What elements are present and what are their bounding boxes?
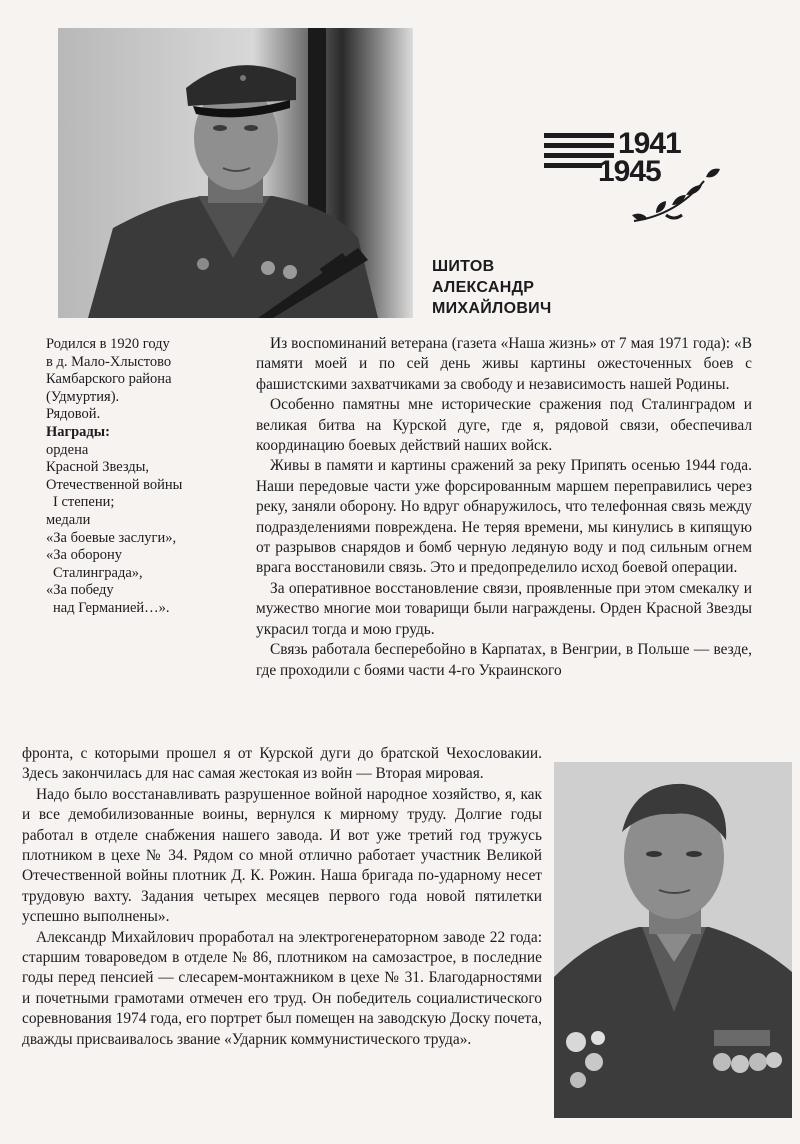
bio-line: Родился в 1920 году — [46, 336, 170, 352]
award-line: медали — [46, 511, 91, 528]
paragraph: Особенно памятны мне исторические сражения под Сталинградом и великая битва на Курской дуге, где я, рядовой связи, обеспечивал координацию боевых действий наших войск. — [256, 396, 752, 455]
award-line: Сталинграда», — [53, 564, 143, 581]
emblem-stripe — [544, 143, 614, 148]
awards-heading: Награды: — [46, 423, 110, 440]
memoir-text — [256, 334, 752, 681]
emblem-stripe — [544, 163, 602, 168]
emblem-year-end: 1945 — [598, 155, 661, 188]
name-first: АЛЕКСАНДР — [432, 279, 535, 296]
award-line: «За оборону — [46, 547, 122, 564]
name-surname: ШИТОВ — [432, 258, 495, 275]
paragraph: фронта, с которыми прошел я от Курской дуги до братской Чехословакии. Здесь закончилась для нас самая жестокая из войн — Вторая мировая. — [22, 745, 542, 783]
paragraph: За оперативное восстановление связи, проявленные при этом смекалку и мужество многие мои товарищи были награждены. Орден Красной Звезды украсил тогда и мою грудь. — [256, 579, 752, 638]
paragraph: Александр Михайлович проработал на электрогенераторном заводе 22 года: старшим товароведом в отделе № 86, плотником на самозастрое, в последние годы перед пенсией — слесарем-монтажником в цехе № 31. Благодарностями и почетными грамотами отмечен его труд. Он победитель социалистического соревнования 1974 года, его портрет был помещен на заводскую Доску почета, дважды присваивалось звание «Ударник коммунистического труда». — [22, 928, 542, 1048]
biography-text — [22, 744, 542, 1050]
award-line: ордена — [46, 441, 89, 458]
award-line: Отечественной войны — [46, 476, 183, 493]
person-name — [432, 256, 552, 319]
bio-line: в д. Мало-Хлыстово — [46, 353, 172, 370]
award-line: «За боевые заслуги», — [46, 529, 177, 546]
award-line: Красной Звезды, — [46, 459, 150, 476]
award-line: над Германией…». — [53, 599, 170, 616]
paragraph: Связь работала бесперебойно в Карпатах, в Венгрии, в Польше — везде, где проходили с боями части 4-го Украинского — [256, 641, 752, 679]
award-line: I степени; — [53, 494, 115, 511]
emblem-year-start: 1941 — [618, 127, 681, 160]
bio-sidebar — [46, 336, 246, 618]
portrait-young-soldier-drawing — [58, 28, 413, 318]
paragraph: Надо было восстанавливать разрушенное войной народное хозяйство, я, как и все демобилизованные воины, вернулся к мирному труду. Долгие годы работал в отделе снабжения нашего завода. И вот уже третий год тружусь плотником в цехе № 34. Рядом со мной отлично работает участник Великой Отечественной войны плотник Д. К. Рожин. Наша бригада по-ударному несет трудовую вахту. Задания четырех месяцев первого года новой пятилетки успешно выполнены». — [22, 785, 542, 926]
portrait-veteran-drawing — [554, 762, 792, 1118]
award-line: «За победу — [46, 582, 114, 599]
name-patronymic: МИХАЙЛОВИЧ — [432, 300, 552, 317]
portrait-veteran-photo — [554, 762, 792, 1118]
laurel-branch-icon — [626, 165, 730, 225]
paragraph: Из воспоминаний ветерана (газета «Наша жизнь» от 7 мая 1971 года): «В памяти моей и по сей день живы картины ожесточенных боев с фашистскими захватчиками за свободу и независимость нашей Родины. — [256, 335, 752, 393]
paragraph: Живы в памяти и картины сражений за реку Припять осенью 1944 года. Наши передовые части уже форсированным маршем переправились через реку, заняли оборону. Но вдруг обнаружилось, что телефонная связь между подразделениями повреждена. Не теряя времени, мы кинулись в кипящую от разрывов снарядов и бомб черную ледяную воду и под сильным огнем врага восстановили связь. Это и предопределило исход боевой операции. — [256, 457, 752, 577]
emblem-stripe — [544, 133, 614, 138]
bio-line: Камбарского района — [46, 371, 172, 388]
victory-emblem — [540, 125, 730, 225]
portrait-young-soldier-photo — [58, 28, 413, 318]
bio-line: (Удмуртия). — [46, 388, 120, 405]
bio-line: Рядовой. — [46, 406, 101, 423]
